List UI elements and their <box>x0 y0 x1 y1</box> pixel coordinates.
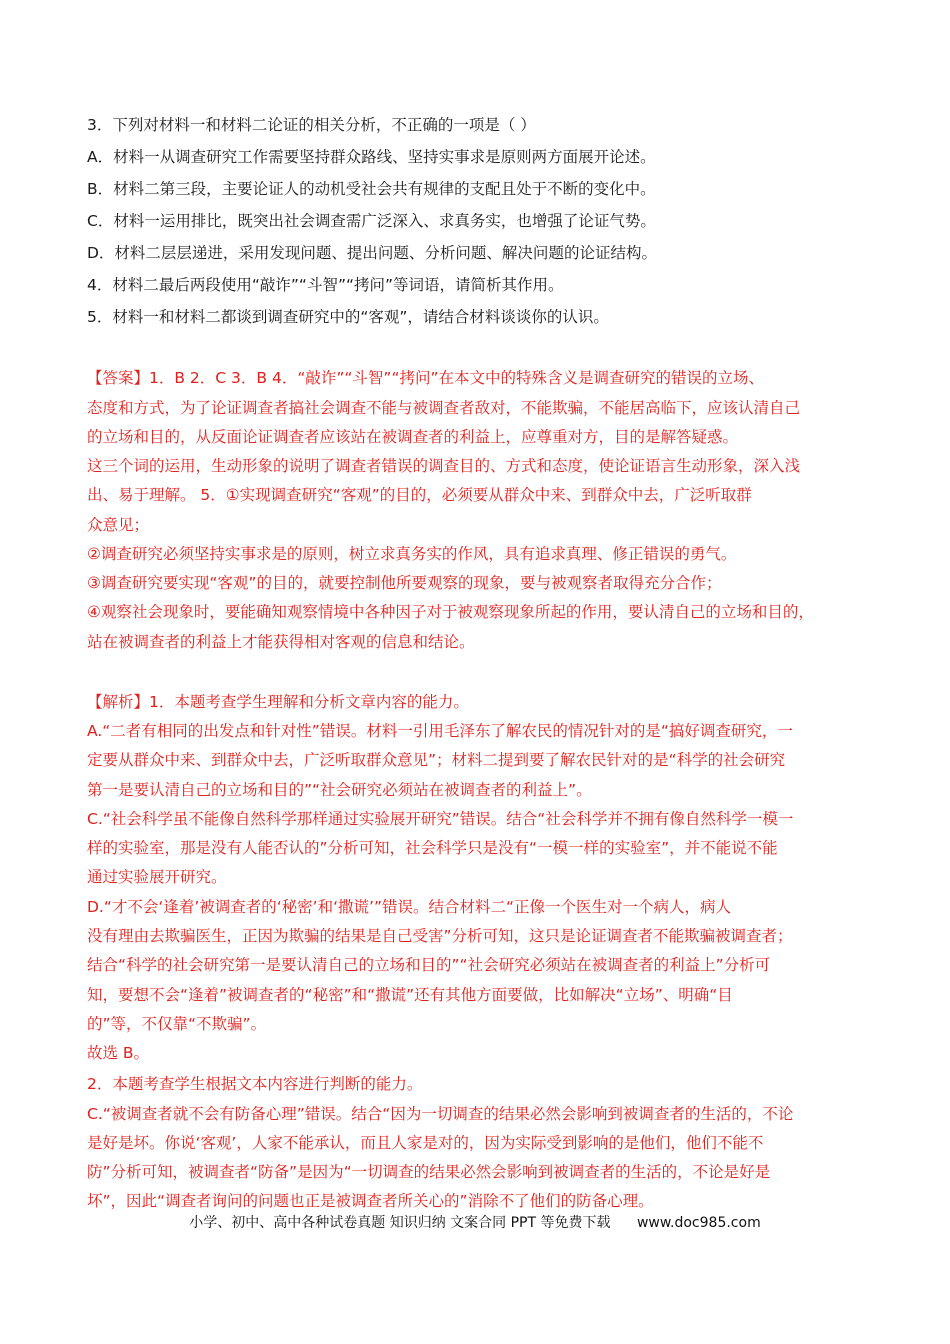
question-4: 4．材料二最后两段使用“敲诈”“斗智”“拷问”等词语，请简析其作用。 <box>87 276 564 294</box>
footer-url[interactable]: www.doc985.com <box>636 1215 761 1231</box>
analysis-line: 样的实验室，那是没有人能否认的”分析可知，社会科学只是没有“一模一样的实验室”，并不能说不能 <box>87 839 778 857</box>
analysis-line: 坏”，因此“调查者询问的问题也正是被调查者所关心的”消除不了他们的防备心理。 <box>87 1192 654 1210</box>
answer-line: 众意见； <box>87 516 150 534</box>
question-line: 3．下列对材料一和材料二论证的相关分析，不正确的一项是（ ） <box>87 116 536 134</box>
answer-line: ④观察社会现象时，要能确知观察情境中各种因子对于被观察现象所起的作用，要认清自己的立场和目的， <box>87 603 814 621</box>
option-d: D．材料二层层递进，采用发现问题、提出问题、分析问题、解决问题的论证结构。 <box>87 244 657 262</box>
answer-line: 的立场和目的，从反面论证调查者应该站在被调查者的利益上，应尊重对方，目的是解答疑惑。 <box>87 428 739 446</box>
analysis-line: A.“二者有相同的出发点和针对性”错误。材料一引用毛泽东了解农民的情况针对的是“搞好调查研究，一 <box>87 722 793 740</box>
analysis-line: 防”分析可知，被调查者“防备”是因为“一切调查的结果必然会影响到被调查者的生活的，不论是好是 <box>87 1163 771 1181</box>
analysis-line: 是好是坏。你说‘客观’，人家不能承认，而且人家是对的，因为实际受到影响的是他们，他们不能不 <box>87 1134 764 1152</box>
analysis-line: 故选 B。 <box>87 1044 150 1062</box>
answer-line: 这三个词的运用，生动形象的说明了调查者错误的调查目的、方式和态度，使论证语言生动形象，深入浅 <box>87 457 801 475</box>
option-a: A．材料一从调查研究工作需要坚持群众路线、坚持实事求是原则两方面展开论述。 <box>87 148 656 166</box>
page-footer <box>0 1212 950 1232</box>
analysis-line: 没有理由去欺骗医生，正因为欺骗的结果是自己受害”分析可知，这只是论证调查者不能欺骗被调查者； <box>87 927 793 945</box>
analysis-line: 【解析】1．本题考查学生理解和分析文章内容的能力。 <box>87 693 469 711</box>
analysis-line: 通过实验展开研究。 <box>87 868 227 886</box>
analysis-line: D.“才不会‘逢着’被调查者的‘秘密’和‘撒谎’”错误。结合材料二“正像一个医生对一个病人，病人 <box>87 898 732 916</box>
analysis-line: C.“被调查者就不会有防备心理”错误。结合“因为一切调查的结果必然会影响到被调查者的生活的，不论 <box>87 1105 794 1123</box>
analysis-line: C.“社会科学虽不能像自然科学那样通过实验展开研究”错误。结合“社会科学并不拥有像自然科学一模一 <box>87 810 794 828</box>
question-5: 5．材料一和材料二都谈到调查研究中的“客观”，请结合材料谈谈你的认识。 <box>87 308 609 326</box>
analysis-line: 结合“科学的社会研究第一是要认清自己的立场和目的”“社会研究必须站在被调查者的利益上”分析可 <box>87 956 771 974</box>
analysis-line: 2．本题考查学生根据文本内容进行判断的能力。 <box>87 1075 423 1093</box>
answer-line: ②调查研究必须坚持实事求是的原则，树立求真务实的作风，具有追求真理、修正错误的勇气。 <box>87 545 737 563</box>
answer-line: 态度和方式，为了论证调查者搞社会调查不能与被调查者敌对，不能欺骗，不能居高临下，应该认清自己 <box>87 399 801 417</box>
analysis-line: 第一是要认清自己的立场和目的”“社会研究必须站在被调查者的利益上”。 <box>87 781 592 799</box>
analysis-line: 知，要想不会“逢着”被调查者的“秘密”和“撒谎”还有其他方面要做，比如解决“立场”、明确“目 <box>87 986 733 1004</box>
answer-line: 【答案】1．B 2．C 3．B 4．“敲诈”“斗智”“拷问”在本文中的特殊含义是调查研究的错误的立场、 <box>87 369 764 387</box>
answer-line: ③调查研究要实现“客观”的目的，就要控制他所要观察的现象，要与被观察者取得充分合作； <box>87 574 722 592</box>
answer-line: 出、易于理解。 5．①实现调查研究“客观”的目的，必须要从群众中来、到群众中去，广泛听取群 <box>87 486 752 504</box>
analysis-line: 的”等，不仅靠“不欺骗”。 <box>87 1015 267 1033</box>
footer-text: 小学、初中、高中各种试卷真题 知识归纳 文案合同 PPT 等免费下载 <box>189 1215 611 1231</box>
option-c: C．材料一运用排比，既突出社会调查需广泛深入、求真务实，也增强了论证气势。 <box>87 212 656 230</box>
option-b: B．材料二第三段，主要论证人的动机受社会共有规律的支配且处于不断的变化中。 <box>87 180 656 198</box>
answer-line: 站在被调查者的利益上才能获得相对客观的信息和结论。 <box>87 633 475 651</box>
analysis-line: 定要从群众中来、到群众中去，广泛听取群众意见”；材料二提到要了解农民针对的是“科学的社会研究 <box>87 751 786 769</box>
